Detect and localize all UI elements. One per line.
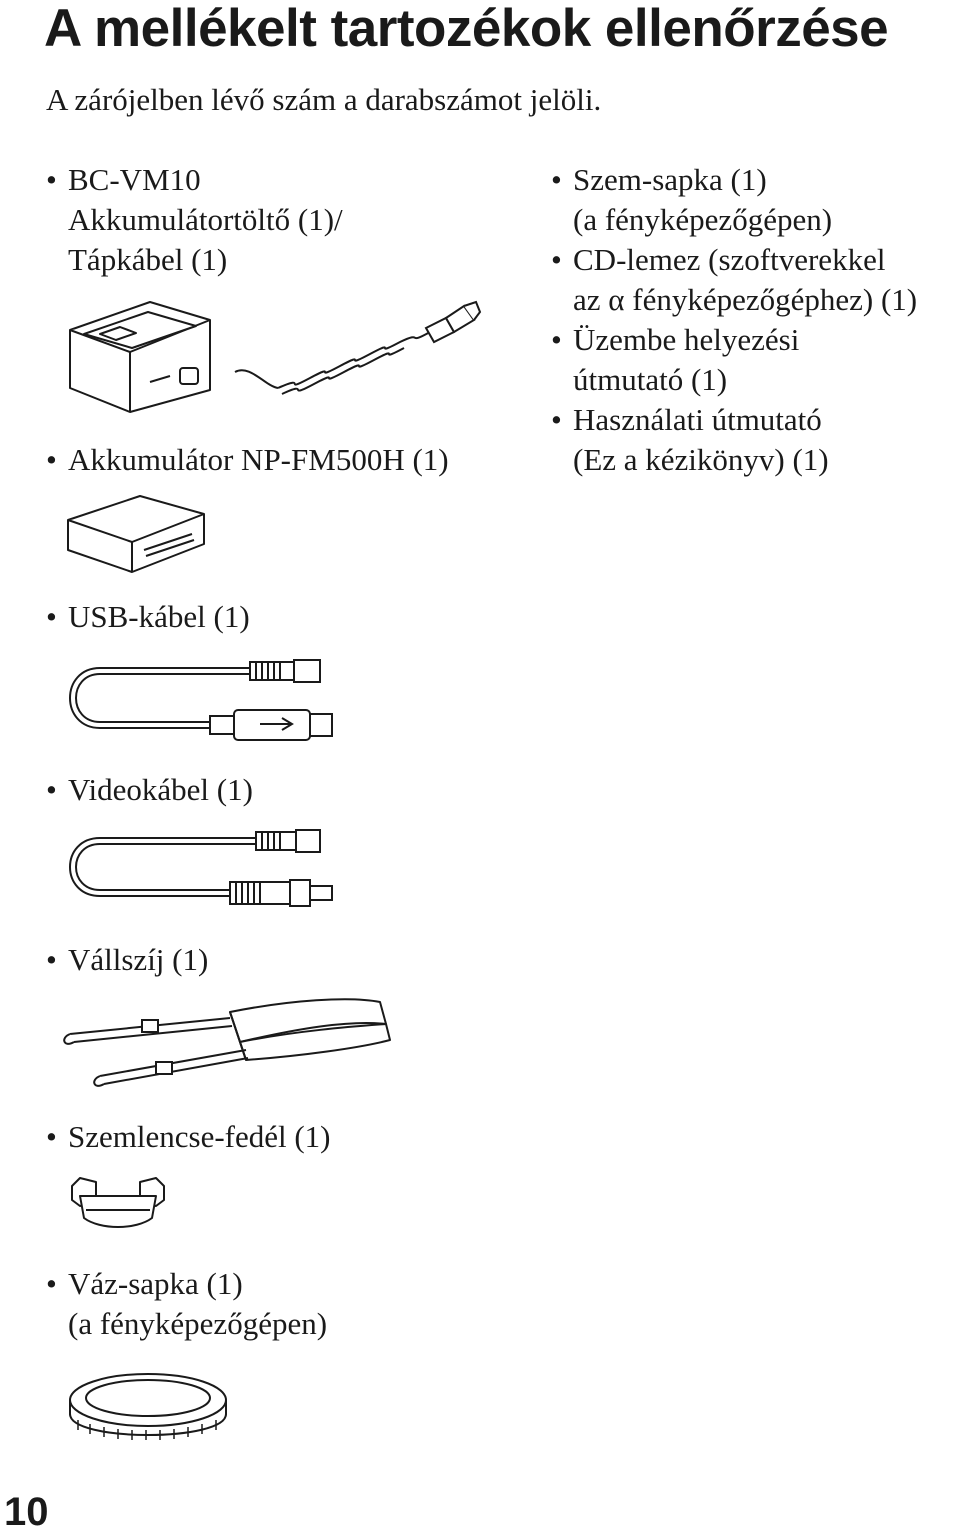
- page-number: 10: [4, 1490, 49, 1534]
- item-label: Akkumulátortöltő (1)/: [68, 202, 343, 237]
- item-label: útmutató (1): [573, 362, 728, 397]
- bullet: •: [46, 772, 57, 807]
- intro-text: A zárójelben lévő szám a darabszámot jelöli.: [46, 82, 602, 117]
- bullet: •: [46, 442, 57, 477]
- item-label: BC-VM10: [68, 162, 201, 197]
- item-label: CD-lemez (szoftverekkel: [573, 242, 886, 277]
- video-cable-icon: [60, 826, 340, 918]
- body-cap-icon: [66, 1370, 230, 1450]
- list-item-instruction-manual: [551, 400, 829, 480]
- eyepiece-cover-icon: [66, 1174, 170, 1236]
- item-label: (a fényképezőgépen): [573, 202, 833, 237]
- bullet: •: [46, 162, 57, 197]
- bullet: •: [551, 162, 562, 197]
- item-label: Üzembe helyezési: [573, 322, 800, 357]
- list-item-charger: [46, 160, 343, 280]
- item-label: USB-kábel (1): [68, 599, 250, 634]
- shoulder-strap-icon: [60, 990, 400, 1094]
- list-item-battery: [46, 440, 449, 480]
- list-item-cd-rom: [551, 240, 917, 320]
- bullet: •: [46, 942, 57, 977]
- bullet: •: [46, 1266, 57, 1301]
- bullet: •: [46, 1119, 57, 1154]
- item-label: Szemlencse-fedél (1): [68, 1119, 331, 1154]
- usb-cable-icon: [60, 654, 340, 748]
- list-item-eyepiece-cover: [46, 1117, 331, 1157]
- bullet: •: [46, 599, 57, 634]
- page-title: A mellékelt tartozékok ellenőrzése: [44, 0, 889, 58]
- list-item-video-cable: [46, 770, 253, 810]
- battery-charger-with-power-cord-icon: [60, 290, 490, 420]
- list-item-operating-guide: [551, 320, 799, 400]
- item-label: (Ez a kézikönyv) (1): [573, 442, 829, 477]
- item-label: Szem-sapka (1): [573, 162, 767, 197]
- item-label: Váz-sapka (1): [68, 1266, 243, 1301]
- list-item-shoulder-strap: [46, 940, 208, 980]
- item-label: Akkumulátor NP-FM500H (1): [68, 442, 449, 477]
- battery-pack-icon: [62, 492, 212, 582]
- bullet: •: [551, 322, 562, 357]
- item-label: Videokábel (1): [68, 772, 253, 807]
- item-label: (a fényképezőgépen): [68, 1306, 328, 1341]
- bullet: •: [551, 402, 562, 437]
- bullet: •: [551, 242, 562, 277]
- item-label: Használati útmutató: [573, 402, 822, 437]
- item-label: Vállszíj (1): [68, 942, 209, 977]
- list-item-body-cap: [46, 1264, 327, 1344]
- item-label: Tápkábel (1): [68, 242, 228, 277]
- list-item-usb-cable: [46, 597, 250, 637]
- item-label: az α fényképezőgéphez) (1): [573, 282, 918, 317]
- list-item-eyecup: [551, 160, 832, 240]
